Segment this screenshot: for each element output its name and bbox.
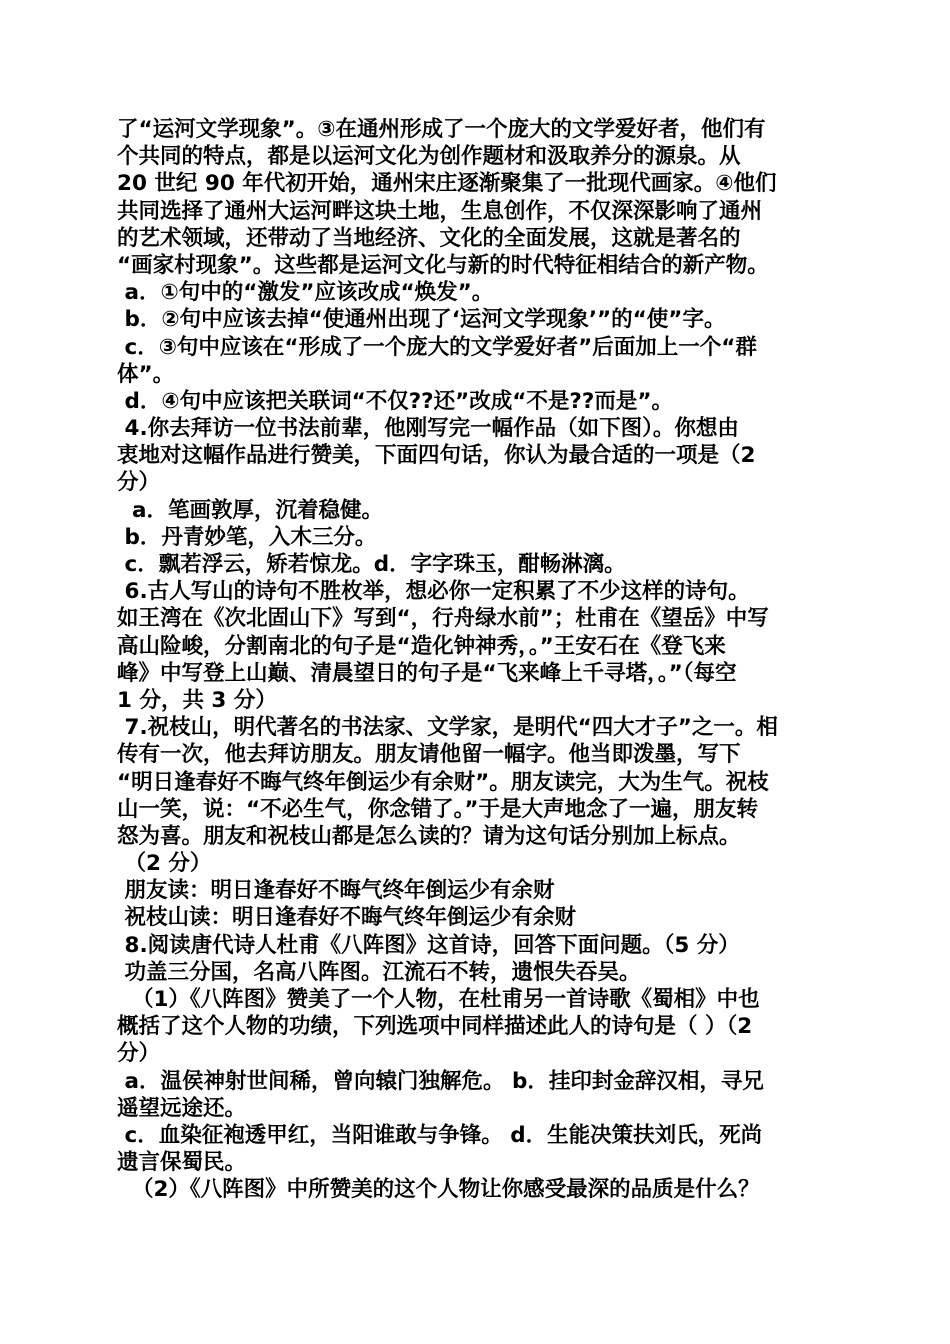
text-line: 分）: [117, 470, 161, 496]
text-line: 分）: [117, 1041, 161, 1067]
option-b-line: b．丹青妙笔，入木三分。: [117, 524, 377, 550]
text-line: （2 分）: [117, 851, 212, 877]
answer-line-zhuzhishan: 祝枝山读：明日逢春好不晦气终年倒运少有余财: [117, 905, 576, 931]
option-b-line: b．②句中应该去掉“使通州出现了‘运河文学现象’”的“使”字。: [117, 307, 726, 333]
text-line: 共同选择了通州大运河畔这块土地，生息创作，不仅深深影响了通州: [117, 198, 763, 224]
question-6-line: 6.古人写山的诗句不胜枚举，想必你一定积累了不少这样的诗句。: [117, 579, 750, 605]
text-line: 如王湾在《次北固山下》写到“，行舟绿水前”；杜甫在《望岳》中写: [117, 606, 769, 632]
text-line: 20 世纪 90 年代初开始，通州宋庄逐渐聚集了一批现代画家。④他们: [117, 171, 777, 197]
text-line: 山一笑，说：“不必生气，你念错了。”于是大声地念了一遍，朋友转: [117, 796, 759, 822]
text-line: 概括了这个人物的功绩，下列选项中同样描述此人的诗句是（ ）（2: [117, 1014, 753, 1040]
option-d-line: d．④句中应该把关联词“不仅??还”改成“不是??而是”。: [117, 388, 673, 414]
question-4-line: 4.你去拜访一位书法前辈，他刚写完一幅作品（如下图）。你想由: [117, 416, 739, 442]
text-line: “明日逢春好不晦气终年倒运少有余财”。朋友读完，大为生气。祝枝: [117, 769, 769, 795]
option-a-line: a．①句中的“激发”应该改成“焕发”。: [117, 280, 494, 306]
answer-line-friend: 朋友读：明日逢春好不晦气终年倒运少有余财: [117, 878, 555, 904]
text-line: 了“运河文学现象”。③在通州形成了一个庞大的文学爱好者，他们有: [117, 117, 766, 142]
text-line: 体”。: [117, 361, 175, 387]
text-line: 传有一次，他去拜访朋友。朋友请他留一幅字。他当即泼墨，写下: [117, 742, 741, 768]
question-7-line: 7.祝枝山，明代著名的书法家、文学家，是明代“四大才子”之一。相: [117, 715, 778, 741]
option-c-line: c．③句中应该在“形成了一个庞大的文学爱好者”后面加上一个“群: [117, 334, 757, 360]
document-body: [117, 116, 837, 1204]
text-line: 遗言保蜀民。: [117, 1150, 247, 1176]
text-line: 遥望远途还。: [117, 1095, 247, 1121]
text-line: “画家村现象”。这些都是运河文化与新的时代特征相结合的新产物。: [117, 252, 769, 278]
text-line: 1 分，共 3 分）: [117, 687, 277, 713]
option-cd-line: c．飘若浮云，矫若惊龙。d．字字珠玉，酣畅淋漓。: [117, 552, 626, 577]
text-line: 高山险峻，分割南北的句子是“造化钟神秀，。”王安石在《登飞来: [117, 633, 726, 659]
text-line: 个共同的特点，都是以运河文化为创作题材和汲取养分的源泉。从: [117, 144, 741, 170]
option-cd-line: c．血染征袍透甲红，当阳谁敢与争锋。 d．生能决策扶刘氏，死尚: [117, 1122, 763, 1148]
text-line: 怒为喜。朋友和祝枝山都是怎么读的？请为这句话分别加上标点。: [117, 823, 741, 849]
subquestion-1-line: （1）《八阵图》赞美了一个人物，在杜甫另一首诗歌《蜀相》中也: [117, 987, 760, 1012]
text-line: 峰》中写登上山巅、清晨望日的句子是“飞来峰上千寻塔，。”（每空: [117, 660, 737, 686]
option-a-line: a．笔画敦厚，沉着稳健。: [117, 497, 383, 523]
poem-line: 功盖三分国，名高八阵图。江流石不转，遗恨失吞吴。: [117, 959, 641, 985]
question-8-line: 8.阅读唐代诗人杜甫《八阵图》这首诗，回答下面问题。（5 分）: [117, 932, 740, 958]
text-line: 衷地对这幅作品进行赞美，下面四句话，你认为最合适的一项是（2: [117, 443, 756, 469]
text-line: 的艺术领域，还带动了当地经济、文化的全面发展，这就是著名的: [117, 225, 741, 251]
option-ab-line: a．温侯神射世间稀，曾向辕门独解危。 b．挂印封金辞汉相，寻兄: [117, 1068, 764, 1094]
subquestion-2-line: （2）《八阵图》中所赞美的这个人物让你感受最深的品质是什么？: [117, 1177, 760, 1203]
